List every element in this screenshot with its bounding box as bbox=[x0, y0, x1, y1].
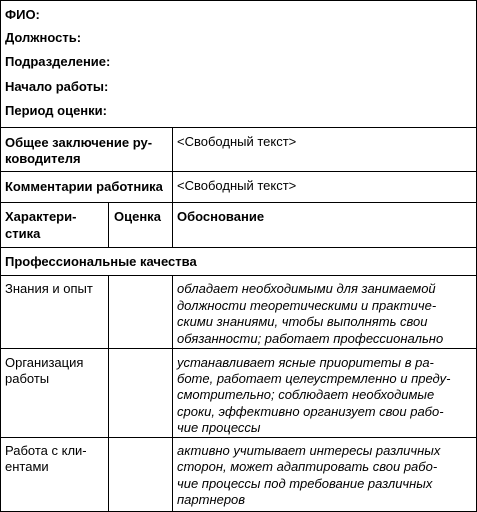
row-divider bbox=[0, 275, 477, 276]
field-fio-label: ФИО: bbox=[5, 7, 40, 22]
row-divider bbox=[0, 247, 477, 248]
row-name: Знания и опыт bbox=[5, 281, 93, 296]
row-justification-line: сроки, эффективно организует свои рабо- bbox=[177, 404, 444, 419]
field-start-date-label: Начало работы: bbox=[5, 79, 109, 94]
row-justification-line: обладает необходимыми для занимаемой bbox=[177, 281, 436, 296]
column-header-characteristic: Характери- bbox=[5, 209, 77, 224]
column-header-rating: Оценка bbox=[114, 209, 161, 224]
row-justification-line: чие процессы под требование различных bbox=[177, 476, 433, 491]
row-name: Организация bbox=[5, 355, 84, 370]
row-justification-line: устанавливает ясные приоритеты в ра- bbox=[177, 355, 434, 370]
row-name: Работа с кли- bbox=[5, 443, 87, 458]
field-department-label: Подразделение: bbox=[5, 54, 111, 69]
field-position-label: Должность: bbox=[5, 30, 82, 45]
summary-label: Общее заключение ру- bbox=[5, 135, 153, 150]
column-divider bbox=[172, 127, 173, 247]
column-divider bbox=[108, 202, 109, 247]
summary-value: <Свободный текст> bbox=[177, 134, 297, 149]
row-name: ентами bbox=[5, 459, 49, 474]
row-justification-line: смотрительно; соблюдает необходимые bbox=[177, 387, 435, 402]
row-divider bbox=[0, 171, 477, 172]
employee-comments-value: <Свободный текст> bbox=[177, 178, 297, 193]
column-header-justification: Обоснование bbox=[177, 209, 265, 224]
column-header-characteristic-cont: стика bbox=[5, 226, 41, 241]
row-name: работы bbox=[5, 371, 50, 386]
row-justification-line: сторон, может адаптировать свои рабо- bbox=[177, 459, 438, 474]
column-divider bbox=[108, 275, 109, 512]
row-divider bbox=[0, 202, 477, 203]
summary-label-cont: ководителя bbox=[5, 151, 81, 166]
column-divider bbox=[172, 275, 173, 512]
row-justification-line: обязанности; работает профессионально bbox=[177, 331, 444, 346]
row-justification-line: скими знаниями, чтобы выполнять свои bbox=[177, 314, 428, 329]
row-justification-line: партнеров bbox=[177, 492, 246, 507]
field-evaluation-period-label: Период оценки: bbox=[5, 103, 107, 118]
row-justification-line: должности теоретическими и практиче- bbox=[177, 298, 437, 313]
row-justification-line: активно учитывает интересы различных bbox=[177, 443, 441, 458]
employee-comments-label: Комментарии работника bbox=[5, 179, 163, 194]
row-justification-line: боте, работает целеустремленно и преду- bbox=[177, 371, 451, 386]
section-title: Профессиональные качества bbox=[5, 254, 197, 269]
row-justification-line: чие процессы bbox=[177, 420, 261, 435]
